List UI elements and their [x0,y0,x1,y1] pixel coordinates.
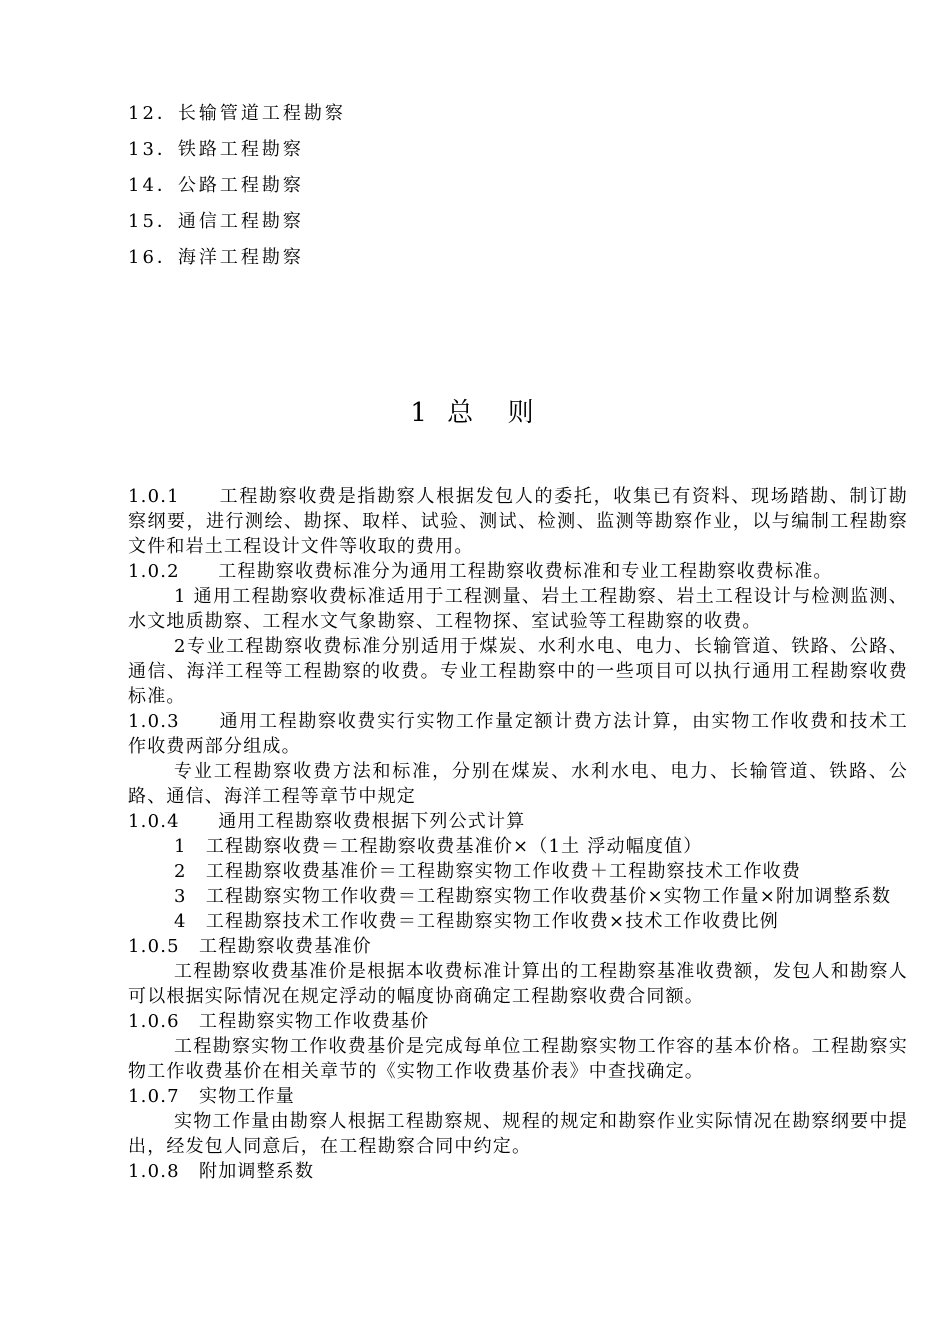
toc-item: 12．长输管道工程勘察 [128,103,346,124]
clause-1-0-7: 1.0.7 实物工作量 [128,1086,295,1107]
document-body [128,484,908,1184]
body-paragraph: 工程勘察实物工作收费基价是完成每单位工程勘察实物工作容的基本价格。工程勘察实物工作收费基价在相关章节的《实物工作收费基价表》中查找确定。 [128,1036,908,1082]
body-paragraph: 工程勘察收费基准价是根据本收费标准计算出的工程勘察基准收费额，发包人和勘察人可以根据实际情况在规定浮动的幅度协商确定工程勘察收费合同额。 [128,961,908,1007]
clause-1-0-2: 1.0.2 工程勘察收费标准分为通用工程勘察收费标准和专业工程勘察收费标准。 [128,561,833,582]
formula-item: 4 工程勘察技术工作收费＝工程勘察实物工作收费×技术工作收费比例 [174,911,779,932]
body-paragraph: 实物工作量由勘察人根据工程勘察规、规程的规定和勘察作业实际情况在勘察纲要中提出，经发包人同意后，在工程勘察合同中约定。 [128,1111,908,1157]
formula-item: 1 工程勘察收费＝工程勘察收费基准价×（1土 浮动幅度值） [174,836,703,857]
toc-item: 15．通信工程勘察 [128,211,304,232]
toc-item: 16．海洋工程勘察 [128,247,304,268]
formula-item: 2 工程勘察收费基准价＝工程勘察实物工作收费＋工程勘察技术工作收费 [174,861,802,882]
clause-1-0-3: 1.0.3 通用工程勘察收费实行实物工作量定额计费方法计算，由实物工作收费和技术工作收费两部分组成。 [128,711,908,757]
clause-1-0-4: 1.0.4 通用工程勘察收费根据下列公式计算 [128,811,526,832]
clause-1-0-5: 1.0.5 工程勘察收费基准价 [128,936,372,957]
chapter-title: 1 总 则 [410,398,540,428]
toc-item: 14．公路工程勘察 [128,175,304,196]
body-paragraph: 专业工程勘察收费方法和标准，分别在煤炭、水利水电、电力、长输管道、铁路、公路、通信、海洋工程等章节中规定 [128,761,908,807]
sub-clause: 2专业工程勘察收费标准分别适用于煤炭、水利水电、电力、长输管道、铁路、公路、通信、海洋工程等工程勘察的收费。专业工程勘察中的一些项目可以执行通用工程勘察收费标准。 [128,636,908,707]
clause-1-0-1: 1.0.1 工程勘察收费是指勘察人根据发包人的委托，收集已有资料、现场踏勘、制订勘察纲要，进行测绘、勘探、取样、试验、测试、检测、监测等勘察作业，以与编制工程勘察文件和岩土工程设计文件等收取的费用。 [128,486,908,557]
clause-1-0-6: 1.0.6 工程勘察实物工作收费基价 [128,1011,430,1032]
formula-item: 3 工程勘察实物工作收费＝工程勘察实物工作收费基价×实物工作量×附加调整系数 [174,886,892,907]
toc-item: 13．铁路工程勘察 [128,139,304,160]
toc-list [128,96,346,276]
sub-clause: 1 通用工程勘察收费标准适用于工程测量、岩土工程勘察、岩土工程设计与检测监测、水文地质勘察、工程水文气象勘察、工程物探、室试验等工程勘察的收费。 [128,586,908,632]
clause-1-0-8: 1.0.8 附加调整系数 [128,1161,315,1182]
